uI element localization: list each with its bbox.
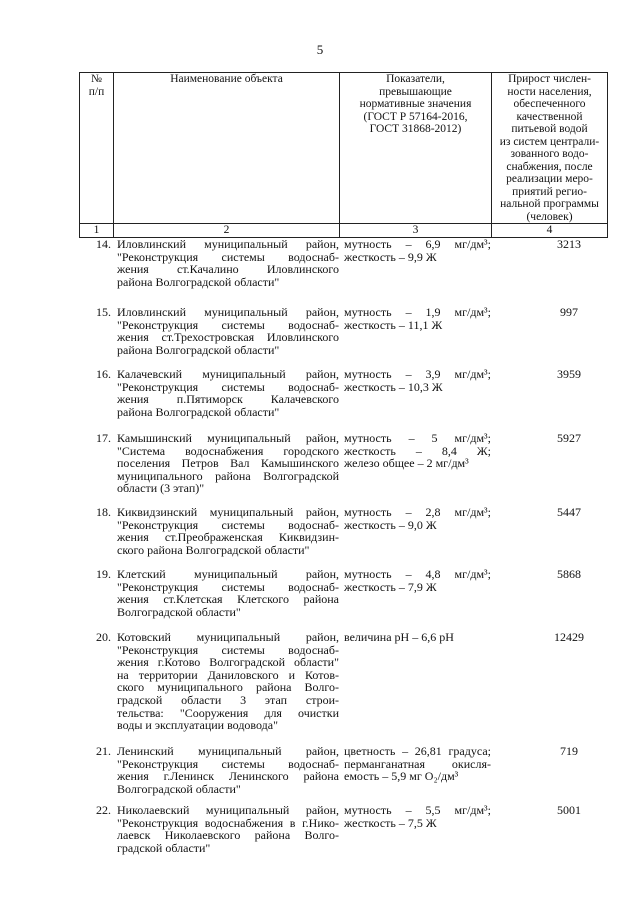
indicator-line: жесткость – 7,5 Ж xyxy=(344,815,437,830)
object-name-line: жения ст.Клетская Клетского района xyxy=(117,592,339,607)
object-name-line: "Реконструкция системы водоснаб- xyxy=(117,379,339,394)
object-name-line: Клетский муниципальный район, xyxy=(117,567,339,581)
indicator-line: мутность – 3,9 мг/дм³; xyxy=(344,367,491,381)
indicator-line: жесткость – 9,9 Ж xyxy=(344,249,437,264)
row-number: 14. xyxy=(96,237,111,251)
page-number: 5 xyxy=(316,42,324,57)
object-name-line: Калачевский муниципальный район, xyxy=(117,367,339,381)
population-increase-value: 719 xyxy=(560,744,578,758)
object-name-line: Иловлинский муниципальный район, xyxy=(117,305,339,319)
object-name-line: "Реконструкция системы водоснаб- xyxy=(117,317,339,332)
indicator-line: железо общее – 2 мг/дм³ xyxy=(344,456,469,471)
object-name-line: "Реконструкция водоснабжения в г.Нико- xyxy=(117,815,339,830)
indicator-line: жесткость – 11,1 Ж xyxy=(344,317,443,332)
indicator-line: жесткость – 8,4 Ж; xyxy=(344,443,491,458)
object-name xyxy=(113,804,339,854)
row-number: 16. xyxy=(96,367,111,381)
object-name-line: градской области" xyxy=(117,840,211,855)
indicator-line: мутность – 5 мг/дм³; xyxy=(344,431,491,445)
row-number: 21. xyxy=(96,744,111,758)
indicators xyxy=(339,306,491,356)
column-number-1: 1 xyxy=(80,224,114,238)
object-name-line: Котовский муниципальный район, xyxy=(117,630,339,644)
indicators xyxy=(339,368,491,418)
column-number-2: 2 xyxy=(114,224,340,238)
indicators xyxy=(339,568,491,618)
object-name-line: района Волгоградской области" xyxy=(117,342,280,357)
header-number: № п/п xyxy=(80,73,114,224)
row-number: 22. xyxy=(96,803,111,817)
object-name-line: лаевск Николаевского района Волго- xyxy=(117,828,339,843)
indicator-line: емость – 5,9 мг О₂/дм³ xyxy=(344,769,459,784)
object-name xyxy=(113,745,339,795)
population-increase-value: 5001 xyxy=(557,803,581,817)
object-name-line: жения г.Котово Волгоградской области" xyxy=(117,655,339,670)
indicator-line: перманганатная окисля- xyxy=(344,756,491,771)
object-name-line: поселения Петров Вал Камышинского xyxy=(117,456,339,471)
table-row xyxy=(79,368,607,418)
column-number-4: 4 xyxy=(492,224,608,238)
column-number-row xyxy=(80,224,608,238)
table-row xyxy=(79,432,607,495)
row-number: 19. xyxy=(96,567,111,581)
object-name-line: воды и эксплуатации водовода" xyxy=(117,718,278,733)
indicator-line: мутность – 6,9 мг/дм³; xyxy=(344,237,491,251)
indicator-line: жесткость – 10,3 Ж xyxy=(344,379,443,394)
object-name xyxy=(113,238,339,288)
object-name-line: Иловлинский муниципальный район, xyxy=(117,237,339,251)
object-name-line: муниципального района Волгоградской xyxy=(117,468,339,483)
object-name-line: Киквидзинский муниципальный район, xyxy=(117,505,339,519)
indicator-line: мутность – 4,8 мг/дм³; xyxy=(344,567,491,581)
header-row xyxy=(80,73,608,224)
object-name-line: Волгоградской области" xyxy=(117,781,241,796)
object-name-line: ского района Волгоградской области" xyxy=(117,542,310,557)
indicators xyxy=(339,506,491,556)
object-name-line: района Волгоградской области" xyxy=(117,274,280,289)
population-increase-value: 5447 xyxy=(557,505,581,519)
object-name xyxy=(113,568,339,618)
population-increase-value: 5927 xyxy=(557,431,581,445)
header-population-increase: Прирост числен- ности населения, обеспеченного качественной питьевой водой из систем централи- зованного водо- снабжения, после реализации меро- приятий регио- нальной программы (человек) xyxy=(492,73,608,224)
population-increase-value: 5868 xyxy=(557,567,581,581)
object-name xyxy=(113,631,339,732)
table-row xyxy=(79,804,607,854)
table-row xyxy=(79,631,607,732)
table-row xyxy=(79,568,607,618)
object-name-line: "Система водоснабжения городского xyxy=(117,443,339,458)
object-name-line: на территории Даниловского и Котов- xyxy=(117,667,339,682)
object-name-line: Камышинский муниципальный район, xyxy=(117,431,339,445)
object-name-line: "Реконструкция системы водоснаб- xyxy=(117,249,339,264)
header-object-name: Наименование объекта xyxy=(114,73,340,224)
table-row xyxy=(79,238,607,288)
indicators xyxy=(339,432,491,495)
row-number: 20. xyxy=(96,630,111,644)
object-name xyxy=(113,506,339,556)
indicator-line: цветность – 26,81 градуса; xyxy=(344,744,491,758)
indicators xyxy=(339,804,491,854)
row-number: 18. xyxy=(96,505,111,519)
indicator-line: мутность – 2,8 мг/дм³; xyxy=(344,505,491,519)
object-name-line: жения ст.Преображенская Киквидзин- xyxy=(117,530,339,545)
table-header xyxy=(79,72,608,238)
row-number: 15. xyxy=(96,305,111,319)
object-name xyxy=(113,368,339,418)
object-name-line: Николаевский муниципальный район, xyxy=(117,803,339,817)
object-name-line: области (3 этап)" xyxy=(117,481,205,496)
object-name-line: жения г.Ленинск Ленинского района xyxy=(117,769,339,784)
population-increase-value: 3213 xyxy=(557,237,581,251)
object-name-line: Ленинский муниципальный район, xyxy=(117,744,339,758)
row-number: 17. xyxy=(96,431,111,445)
object-name-line: "Реконструкция системы водоснаб- xyxy=(117,756,339,771)
indicator-line: мутность – 5,5 мг/дм³; xyxy=(344,803,491,817)
object-name-line: "Реконструкция системы водоснаб- xyxy=(117,517,339,532)
object-name-line: жения ст.Качалино Иловлинского xyxy=(117,262,339,277)
indicators xyxy=(339,238,491,288)
object-name-line: ского муниципального района Волго- xyxy=(117,680,339,695)
object-name xyxy=(113,432,339,495)
indicator-line: мутность – 1,9 мг/дм³; xyxy=(344,305,491,319)
object-name-line: "Реконструкция системы водоснаб- xyxy=(117,642,339,657)
indicator-line: жесткость – 7,9 Ж xyxy=(344,579,437,594)
table-row xyxy=(79,745,607,795)
population-increase-value: 997 xyxy=(560,305,578,319)
object-name-line: тельства: "Сооружения для очистки xyxy=(117,705,339,720)
object-name-line: Волгоградской области" xyxy=(117,604,241,619)
table-row xyxy=(79,306,607,356)
indicator-line: жесткость – 9,0 Ж xyxy=(344,517,437,532)
population-increase-value: 12429 xyxy=(554,630,584,644)
population-increase-value: 3959 xyxy=(557,367,581,381)
object-name xyxy=(113,306,339,356)
indicators xyxy=(339,745,491,795)
column-number-3: 3 xyxy=(340,224,492,238)
object-name-line: градской области 3 этап строи- xyxy=(117,692,339,707)
header-indicators: Показатели, превышающие нормативные значения (ГОСТ Р 57164-2016, ГОСТ 31868-2012) xyxy=(340,73,492,224)
table-row xyxy=(79,506,607,556)
object-name-line: "Реконструкция системы водоснаб- xyxy=(117,579,339,594)
indicator-line: величина рН – 6,6 рН xyxy=(344,630,454,644)
object-name-line: района Волгоградской области" xyxy=(117,404,280,419)
object-name-line: жения п.Пятиморск Калачевского xyxy=(117,392,339,407)
object-name-line: жения ст.Трехостровская Иловлинского xyxy=(117,330,339,345)
indicators xyxy=(339,631,491,732)
